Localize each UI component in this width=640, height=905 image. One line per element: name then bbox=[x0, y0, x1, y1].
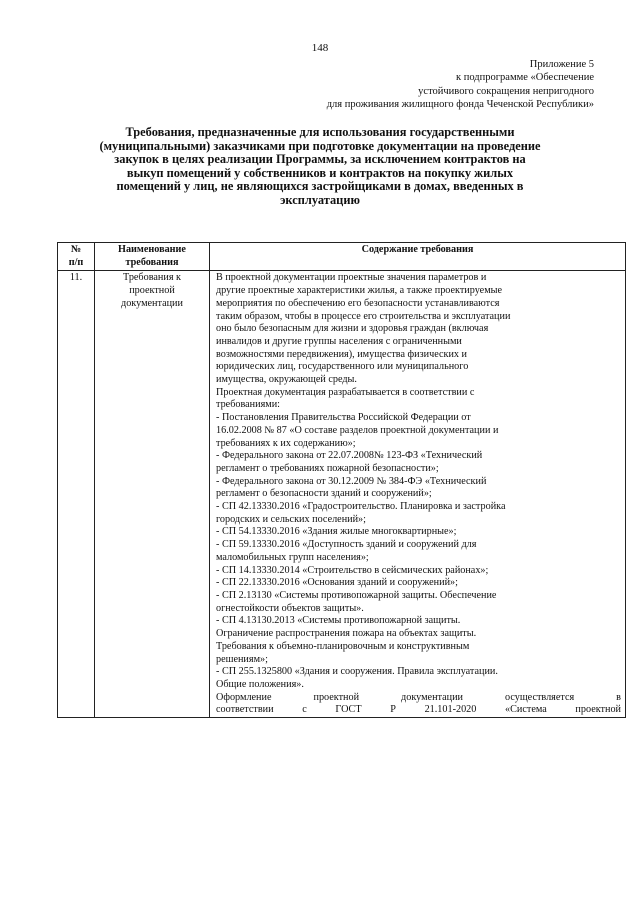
title-line: (муниципальными) заказчиками при подготовке документации на проведение bbox=[99, 138, 541, 153]
row-requirement-content bbox=[210, 271, 626, 718]
table-header-row bbox=[58, 243, 626, 271]
content-line: 16.02.2008 № 87 «О составе разделов проектной документации и bbox=[216, 424, 499, 436]
title-line: закупок в целях реализации Программы, за исключением контрактов на bbox=[114, 152, 526, 167]
content-line: соответствии с ГОСТ Р 21.101-2020 «Система проектной bbox=[216, 704, 621, 716]
content-line: возможностями передвижения), имущества физических и bbox=[216, 348, 467, 360]
header-content: Содержание требования bbox=[210, 243, 626, 271]
content-line: имущества, окружающей среды. bbox=[216, 374, 357, 386]
title-line: Требования, предназначенные для использования государственными bbox=[125, 125, 515, 139]
content-line: Проектная документация разрабатывается в соответствии с bbox=[216, 386, 475, 398]
content-line: Оформление проектной документации осуществляется в bbox=[216, 691, 621, 703]
content-line: другие проектные характеристики жилья, а также проектируемые bbox=[216, 285, 503, 297]
content-line: юридических лиц, государственного или муниципального bbox=[216, 361, 469, 373]
content-line: - СП 54.13330.2016 «Здания жилые многоквартирные»; bbox=[216, 526, 457, 538]
header-name: Наименование требования bbox=[95, 243, 210, 271]
content-line: мероприятия по обеспечению его безопасности устанавливаются bbox=[216, 297, 500, 309]
content-line: Ограничение распространения пожара на объектах защиты. bbox=[216, 628, 477, 640]
content-line: таким образом, чтобы в процессе его строительства и эксплуатации bbox=[216, 310, 511, 322]
title-line: эксплуатацию bbox=[280, 192, 360, 207]
document-title bbox=[60, 126, 580, 208]
content-line: регламент о требованиях пожарной безопасности»; bbox=[216, 462, 439, 474]
title-line: помещений у лиц, не являющихся застройщиками в домах, введенных в bbox=[116, 179, 524, 194]
appendix-note bbox=[327, 58, 594, 112]
content-line: - СП 22.13330.2016 «Основания зданий и сооружений»; bbox=[216, 577, 458, 589]
appendix-line: для проживания жилищного фонда Чеченской Республики» bbox=[326, 99, 594, 111]
content-line: огнестойкости объектов защиты». bbox=[216, 602, 364, 614]
content-line: регламент о безопасности зданий и сооружений»; bbox=[216, 488, 432, 500]
page-number: 148 bbox=[311, 42, 329, 54]
content-line: оно было безопасным для жизни и здоровья граждан (включая bbox=[216, 323, 489, 335]
content-line: - СП 14.13330.2014 «Строительство в сейсмических районах»; bbox=[216, 564, 489, 576]
content-line: требованиях к их содержанию»; bbox=[216, 437, 356, 449]
content-line: - СП 42.13330.2016 «Градостроительство. Планировка и застройка bbox=[216, 501, 506, 513]
row-number: 11. bbox=[58, 271, 95, 718]
content-line: - Федерального закона от 22.07.2008№ 123-ФЗ «Технический bbox=[216, 450, 483, 462]
table-row bbox=[58, 271, 626, 718]
content-line: - СП 4.13130.2013 «Системы противопожарной защиты. bbox=[216, 615, 461, 627]
content-line: В проектной документации проектные значения параметров и bbox=[216, 272, 487, 284]
header-number: № п/п bbox=[58, 243, 95, 271]
content-line: - СП 255.1325800 «Здания и сооружения. Правила эксплуатации. bbox=[216, 666, 498, 678]
requirements-table bbox=[57, 242, 626, 718]
row-requirement-name: Требования к проектной документации bbox=[95, 271, 210, 718]
content-line: требованиями: bbox=[216, 399, 280, 411]
content-line: решениям»; bbox=[216, 653, 268, 665]
appendix-line: к подпрограмме «Обеспечение bbox=[455, 72, 594, 84]
title-line: выкуп помещений у собственников и контрактов на покупку жилых bbox=[126, 165, 514, 180]
content-line: - СП 59.13330.2016 «Доступность зданий и сооружений для bbox=[216, 539, 477, 551]
content-line: Требования к объемно-планировочным и конструктивным bbox=[216, 640, 470, 652]
content-line: городских и сельских поселений»; bbox=[216, 513, 366, 525]
appendix-line: устойчивого сокращения непригодного bbox=[418, 85, 594, 97]
content-line: - Постановления Правительства Российской Федерации от bbox=[216, 412, 471, 424]
content-line: - Федерального закона от 30.12.2009 № 384-ФЭ «Технический bbox=[216, 475, 487, 487]
content-line: инвалидов и другие группы населения с ограниченными bbox=[216, 335, 462, 347]
content-line: - СП 2.13130 «Системы противопожарной защиты. Обеспечение bbox=[216, 589, 497, 601]
appendix-line: Приложение 5 bbox=[529, 59, 594, 70]
content-line: маломобильных групп населения»; bbox=[216, 551, 369, 563]
content-line: Общие положения». bbox=[216, 678, 304, 690]
